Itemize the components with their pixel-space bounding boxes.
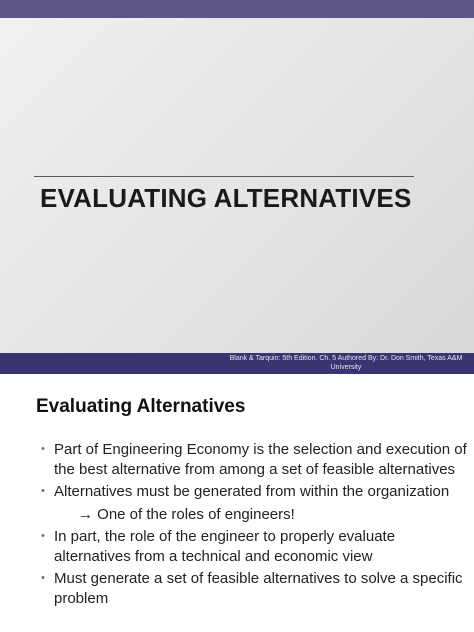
list-item: [38, 527, 468, 566]
bullet-icon: •: [41, 443, 45, 455]
bullet-text: Must generate a set of feasible alternatives to solve a specific problem: [54, 570, 463, 607]
list-item: [38, 440, 468, 479]
sub-list-item: [38, 505, 468, 525]
slide-title: EVALUATING ALTERNATIVES: [40, 183, 412, 213]
bullet-icon: •: [41, 530, 45, 542]
bullet-text: Part of Engineering Economy is the selection and execution of the best alternative from among a set of feasible alternatives: [54, 441, 467, 478]
bullet-icon: •: [41, 572, 45, 584]
bullet-list: [38, 440, 468, 611]
content-slide: [0, 374, 474, 632]
bullet-text: In part, the role of the engineer to properly evaluate alternatives from a technical and economic view: [54, 528, 396, 565]
bullet-text: Alternatives must be generated from within the organization: [54, 483, 450, 500]
list-item: [38, 569, 468, 608]
footer-bar: [0, 353, 474, 374]
slide-heading: Evaluating Alternatives: [36, 396, 246, 417]
list-item: [38, 482, 468, 502]
footer-credit: Blank & Tarquin: 5th Edition. Ch. 5 Authored By: Dr. Don Smith, Texas A&M University: [229, 355, 463, 371]
sub-bullet-text: → One of the roles of engineers!: [78, 505, 295, 523]
title-divider: [34, 176, 414, 177]
top-banner: [0, 0, 474, 18]
bullet-icon: •: [41, 485, 45, 497]
